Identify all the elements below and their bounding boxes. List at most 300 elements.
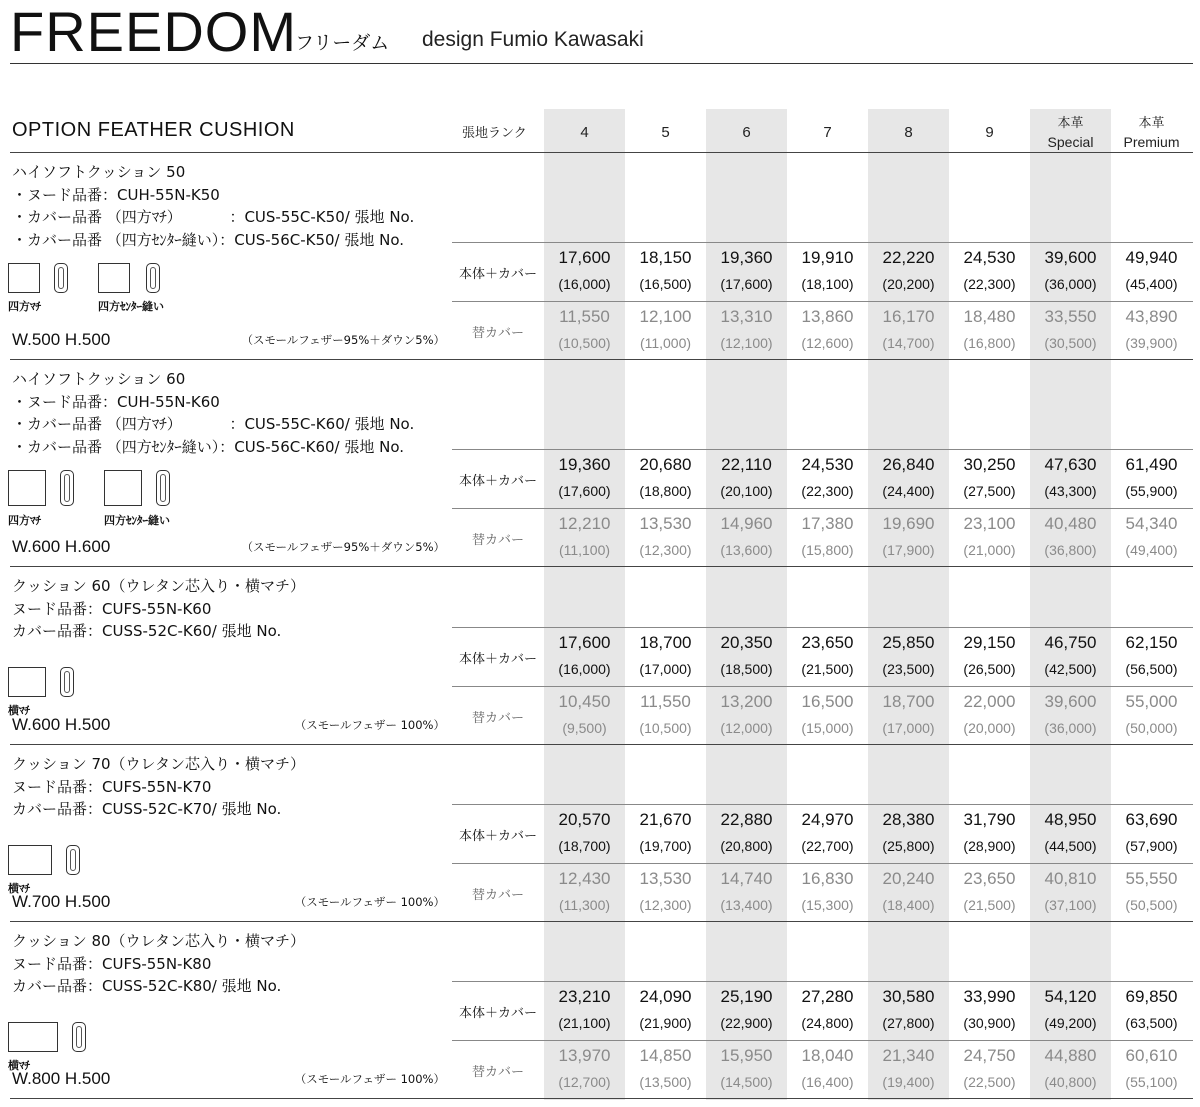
price-incl-tax: 23,650 <box>963 869 1016 888</box>
price-incl-tax: 39,600 <box>1044 248 1097 267</box>
price-excl-tax: (13,500) <box>639 1074 692 1090</box>
price-cell-cover <box>544 868 625 916</box>
price-cell-main <box>949 454 1030 502</box>
price-incl-tax: 61,490 <box>1125 455 1178 474</box>
price-cell-main <box>868 809 949 857</box>
price-incl-tax: 46,750 <box>1044 633 1097 652</box>
price-incl-tax: 39,600 <box>1044 692 1097 711</box>
product-dimensions: W.700 H.500 <box>12 892 111 911</box>
price-excl-tax: (18,800) <box>639 483 692 499</box>
price-excl-tax: (36,000) <box>1044 276 1097 292</box>
price-excl-tax: (16,000) <box>558 276 611 292</box>
column-header-premium <box>1111 114 1192 152</box>
price-cell-main <box>625 809 706 857</box>
price-incl-tax: 20,350 <box>720 633 773 652</box>
price-cell-main <box>1111 986 1192 1034</box>
price-excl-tax: (49,200) <box>1044 1015 1097 1031</box>
product-section <box>0 360 1200 567</box>
price-incl-tax: 23,100 <box>963 514 1016 533</box>
price-incl-tax: 16,830 <box>801 869 854 888</box>
cushion-front-shape <box>8 470 46 506</box>
price-excl-tax: (18,700) <box>558 838 611 854</box>
price-incl-tax: 54,120 <box>1044 987 1097 1006</box>
price-excl-tax: (12,000) <box>720 720 773 736</box>
price-excl-tax: (63,500) <box>1125 1015 1178 1031</box>
price-incl-tax: 69,850 <box>1125 987 1178 1006</box>
price-excl-tax: (22,500) <box>963 1074 1016 1090</box>
price-cell-cover <box>787 1045 868 1093</box>
price-incl-tax: 24,970 <box>801 810 854 829</box>
price-excl-tax: (21,500) <box>963 897 1016 913</box>
page-header <box>10 0 1193 64</box>
brand-title: FREEDOM <box>10 0 297 63</box>
product-dimensions: W.500 H.500 <box>12 330 111 349</box>
price-incl-tax: 16,170 <box>882 307 935 326</box>
price-excl-tax: (12,300) <box>639 542 692 558</box>
price-excl-tax: (45,400) <box>1125 276 1178 292</box>
price-incl-tax: 30,580 <box>882 987 935 1006</box>
cushion-front-shape <box>8 845 52 875</box>
cushion-shape-label: 横ﾏﾁ <box>8 704 30 717</box>
price-excl-tax: (18,400) <box>882 897 935 913</box>
price-cell-main <box>1030 247 1111 295</box>
price-incl-tax: 49,940 <box>1125 248 1178 267</box>
price-excl-tax: (11,000) <box>639 335 692 351</box>
price-incl-tax: 24,090 <box>639 987 692 1006</box>
price-cell-main <box>1030 454 1111 502</box>
price-cell-main <box>949 632 1030 680</box>
price-cell-main <box>868 454 949 502</box>
row-label-cover: 替カバー <box>471 533 524 548</box>
price-excl-tax: (17,600) <box>558 483 611 499</box>
price-excl-tax: (19,400) <box>882 1074 935 1090</box>
row-divider <box>452 449 1193 450</box>
price-incl-tax: 44,880 <box>1044 1046 1097 1065</box>
product-info <box>12 753 452 821</box>
price-excl-tax: (27,800) <box>882 1015 935 1031</box>
product-code-line: カバー品番：CUSS-52C-K70/ 張地 No. <box>12 800 282 818</box>
price-cell-main <box>868 986 949 1034</box>
price-incl-tax: 12,430 <box>558 869 611 888</box>
price-cell-cover <box>868 306 949 354</box>
row-divider <box>452 301 1193 302</box>
price-excl-tax: (11,100) <box>558 542 611 558</box>
price-incl-tax: 19,690 <box>882 514 935 533</box>
price-incl-tax: 21,340 <box>882 1046 935 1065</box>
column-header-5: 5 <box>661 124 670 141</box>
price-cell-cover <box>1030 513 1111 561</box>
product-code-line: カバー品番：CUSS-52C-K60/ 張地 No. <box>12 622 282 640</box>
price-incl-tax: 25,850 <box>882 633 935 652</box>
product-name: クッション 70（ウレタン芯入り・横マチ） <box>12 755 305 773</box>
cushion-diagram <box>8 263 408 323</box>
price-cell-main <box>544 247 625 295</box>
price-cell-cover <box>868 513 949 561</box>
price-incl-tax: 55,000 <box>1125 692 1178 711</box>
price-incl-tax: 18,480 <box>963 307 1016 326</box>
price-incl-tax: 43,890 <box>1125 307 1178 326</box>
price-cell-main <box>1111 632 1192 680</box>
product-name: ハイソフトクッション 50 <box>12 163 186 181</box>
price-excl-tax: (15,000) <box>801 720 854 736</box>
price-cell-cover <box>949 513 1030 561</box>
product-dimensions: W.600 H.500 <box>12 715 111 734</box>
price-incl-tax: 18,040 <box>801 1046 854 1065</box>
price-excl-tax: (9,500) <box>562 720 607 736</box>
price-cell-main <box>706 809 787 857</box>
section-title: OPTION FEATHER CUSHION <box>12 119 295 141</box>
price-cell-cover <box>1030 868 1111 916</box>
price-excl-tax: (22,300) <box>963 276 1016 292</box>
price-cell-cover <box>625 306 706 354</box>
price-excl-tax: (24,800) <box>801 1015 854 1031</box>
price-incl-tax: 54,340 <box>1125 514 1178 533</box>
price-cell-cover <box>949 1045 1030 1093</box>
price-excl-tax: (17,000) <box>639 661 692 677</box>
price-cell-main <box>544 809 625 857</box>
price-excl-tax: (23,500) <box>882 661 935 677</box>
price-cell-main <box>625 986 706 1034</box>
cushion-front-shape <box>98 263 130 293</box>
price-excl-tax: (42,500) <box>1044 661 1097 677</box>
price-cell-main <box>949 247 1030 295</box>
price-incl-tax: 18,700 <box>882 692 935 711</box>
price-excl-tax: (21,100) <box>558 1015 611 1031</box>
price-incl-tax: 29,150 <box>963 633 1016 652</box>
price-cell-cover <box>868 1045 949 1093</box>
product-section <box>0 745 1200 922</box>
product-section <box>0 567 1200 745</box>
price-excl-tax: (39,900) <box>1125 335 1178 351</box>
price-incl-tax: 24,530 <box>801 455 854 474</box>
price-excl-tax: (12,300) <box>639 897 692 913</box>
price-incl-tax: 14,850 <box>639 1046 692 1065</box>
price-cell-main <box>1030 809 1111 857</box>
price-incl-tax: 33,550 <box>1044 307 1097 326</box>
price-cell-cover <box>625 868 706 916</box>
price-excl-tax: (40,800) <box>1044 1074 1097 1090</box>
price-cell-cover <box>1111 513 1192 561</box>
price-incl-tax: 20,570 <box>558 810 611 829</box>
price-incl-tax: 12,100 <box>639 307 692 326</box>
cushion-shape-label: 四方ｾﾝﾀｰ縫い <box>98 300 164 313</box>
row-label-cover: 替カバー <box>471 326 524 341</box>
price-cell-cover <box>868 691 949 739</box>
row-label-cover: 替カバー <box>471 711 524 726</box>
price-cell-cover <box>1030 1045 1111 1093</box>
price-cell-cover <box>787 306 868 354</box>
price-cell-main <box>625 632 706 680</box>
price-cell-main <box>1111 454 1192 502</box>
price-incl-tax: 20,680 <box>639 455 692 474</box>
product-name: クッション 80（ウレタン芯入り・横マチ） <box>12 932 305 950</box>
price-cell-cover <box>706 306 787 354</box>
price-excl-tax: (19,700) <box>639 838 692 854</box>
price-incl-tax: 13,530 <box>639 514 692 533</box>
price-incl-tax: 24,530 <box>963 248 1016 267</box>
price-excl-tax: (28,900) <box>963 838 1016 854</box>
filling-spec: （スモールフェザー95%＋ダウン5%） <box>241 540 445 554</box>
price-cell-cover <box>1030 691 1111 739</box>
cushion-side-shape <box>66 845 80 875</box>
price-cell-cover <box>706 1045 787 1093</box>
price-incl-tax: 20,240 <box>882 869 935 888</box>
cushion-shape-label: 四方ﾏﾁ <box>8 300 41 313</box>
product-code-line: ・ヌード品番：CUH-55N-K60 <box>12 392 220 411</box>
price-incl-tax: 55,550 <box>1125 869 1178 888</box>
price-excl-tax: (20,200) <box>882 276 935 292</box>
product-info <box>12 368 452 458</box>
price-incl-tax: 48,950 <box>1044 810 1097 829</box>
row-divider <box>452 686 1193 687</box>
price-incl-tax: 47,630 <box>1044 455 1097 474</box>
row-divider <box>452 508 1193 509</box>
price-incl-tax: 14,960 <box>720 514 773 533</box>
product-info <box>12 161 452 251</box>
price-incl-tax: 19,910 <box>801 248 854 267</box>
price-incl-tax: 13,200 <box>720 692 773 711</box>
section-divider <box>10 1098 1193 1099</box>
column-header-6: 6 <box>742 124 751 141</box>
price-cell-main <box>544 632 625 680</box>
price-incl-tax: 18,150 <box>639 248 692 267</box>
row-divider <box>452 981 1193 982</box>
price-cell-main <box>706 247 787 295</box>
price-incl-tax: 31,790 <box>963 810 1016 829</box>
price-cell-cover <box>787 691 868 739</box>
cushion-diagram <box>8 470 408 530</box>
row-divider <box>452 863 1193 864</box>
price-incl-tax: 13,310 <box>720 307 773 326</box>
price-excl-tax: (27,500) <box>963 483 1016 499</box>
row-divider <box>452 242 1193 243</box>
price-cell-main <box>787 454 868 502</box>
price-incl-tax: 22,110 <box>721 455 772 474</box>
price-cell-cover <box>544 1045 625 1093</box>
price-incl-tax: 17,600 <box>558 633 611 652</box>
price-excl-tax: (12,100) <box>720 335 773 351</box>
price-excl-tax: (16,400) <box>801 1074 854 1090</box>
cushion-side-shape <box>60 470 74 506</box>
price-excl-tax: (22,900) <box>720 1015 773 1031</box>
price-cell-cover <box>868 868 949 916</box>
row-divider <box>452 627 1193 628</box>
price-excl-tax: (21,000) <box>963 542 1016 558</box>
price-cell-cover <box>1111 1045 1192 1093</box>
price-cell-cover <box>706 691 787 739</box>
price-excl-tax: (15,300) <box>801 897 854 913</box>
price-excl-tax: (25,800) <box>882 838 935 854</box>
price-incl-tax: 40,810 <box>1044 869 1097 888</box>
price-cell-main <box>787 986 868 1034</box>
price-incl-tax: 10,450 <box>558 692 611 711</box>
designer-credit: design Fumio Kawasaki <box>422 28 644 51</box>
column-header-7: 7 <box>823 124 832 141</box>
price-cell-cover <box>1111 868 1192 916</box>
filling-spec: （スモールフェザー 100%） <box>294 718 445 732</box>
price-excl-tax: (13,400) <box>720 897 773 913</box>
price-excl-tax: (21,500) <box>801 661 854 677</box>
cushion-shape-label: 四方ﾏﾁ <box>8 514 41 527</box>
price-cell-main <box>625 247 706 295</box>
price-excl-tax: (43,300) <box>1044 483 1097 499</box>
column-header-premium-sub: Premium <box>1123 134 1180 150</box>
price-incl-tax: 33,990 <box>963 987 1016 1006</box>
cushion-shape-label: 四方ｾﾝﾀｰ縫い <box>104 514 170 527</box>
price-excl-tax: (18,100) <box>801 276 854 292</box>
price-incl-tax: 23,650 <box>801 633 854 652</box>
price-excl-tax: (55,100) <box>1125 1074 1178 1090</box>
product-name: クッション 60（ウレタン芯入り・横マチ） <box>12 577 305 595</box>
price-excl-tax: (17,600) <box>720 276 773 292</box>
price-cell-main <box>1111 809 1192 857</box>
price-excl-tax: (55,900) <box>1125 483 1178 499</box>
row-label-cover: 替カバー <box>471 1065 524 1080</box>
price-excl-tax: (16,500) <box>639 276 692 292</box>
product-code-line: カバー品番：CUSS-52C-K80/ 張地 No. <box>12 977 282 995</box>
product-dimensions: W.600 H.600 <box>12 537 111 556</box>
price-cell-main <box>787 809 868 857</box>
price-incl-tax: 24,750 <box>963 1046 1016 1065</box>
price-incl-tax: 28,380 <box>882 810 935 829</box>
column-header-special-label: 本革 <box>1057 116 1084 131</box>
price-incl-tax: 22,220 <box>882 248 935 267</box>
price-cell-cover <box>1111 691 1192 739</box>
price-incl-tax: 14,740 <box>720 869 773 888</box>
price-excl-tax: (10,500) <box>558 335 611 351</box>
price-excl-tax: (30,500) <box>1044 335 1097 351</box>
price-incl-tax: 25,190 <box>720 987 773 1006</box>
row-label-main: 本体＋カバー <box>458 267 537 282</box>
price-excl-tax: (15,800) <box>801 542 854 558</box>
column-header-premium-label: 本革 <box>1138 116 1165 131</box>
price-incl-tax: 19,360 <box>558 455 611 474</box>
price-excl-tax: (17,000) <box>882 720 935 736</box>
price-cell-main <box>949 986 1030 1034</box>
price-incl-tax: 17,600 <box>558 248 611 267</box>
price-incl-tax: 19,360 <box>720 248 773 267</box>
price-cell-cover <box>787 868 868 916</box>
price-incl-tax: 30,250 <box>963 455 1016 474</box>
row-label-main: 本体＋カバー <box>458 474 537 489</box>
price-cell-main <box>787 632 868 680</box>
price-incl-tax: 13,860 <box>801 307 854 326</box>
price-cell-cover <box>949 306 1030 354</box>
product-code-line: ヌード品番：CUFS-55N-K80 <box>12 954 212 973</box>
price-cell-main <box>868 632 949 680</box>
price-excl-tax: (21,900) <box>639 1015 692 1031</box>
price-incl-tax: 13,970 <box>558 1046 611 1065</box>
price-excl-tax: (20,800) <box>720 838 773 854</box>
row-divider <box>452 1040 1193 1041</box>
price-cell-cover <box>1030 306 1111 354</box>
price-excl-tax: (14,700) <box>882 335 935 351</box>
row-label-main: 本体＋カバー <box>458 829 537 844</box>
price-incl-tax: 23,210 <box>558 987 611 1006</box>
price-excl-tax: (50,000) <box>1125 720 1178 736</box>
price-incl-tax: 27,280 <box>801 987 854 1006</box>
price-cell-cover <box>706 513 787 561</box>
brand-kana: フリーダム <box>295 32 390 54</box>
price-incl-tax: 21,670 <box>639 810 692 829</box>
price-excl-tax: (20,000) <box>963 720 1016 736</box>
price-cell-main <box>625 454 706 502</box>
price-cell-main <box>949 809 1030 857</box>
cushion-shape-label: 横ﾏﾁ <box>8 882 30 895</box>
cushion-side-shape <box>60 667 74 697</box>
price-cell-cover <box>949 868 1030 916</box>
price-incl-tax: 40,480 <box>1044 514 1097 533</box>
price-excl-tax: (16,800) <box>963 335 1016 351</box>
price-incl-tax: 13,530 <box>639 869 692 888</box>
column-header-special-sub: Special <box>1047 134 1094 150</box>
row-label-cover: 替カバー <box>471 888 524 903</box>
price-excl-tax: (14,500) <box>720 1074 773 1090</box>
price-cell-cover <box>544 691 625 739</box>
price-excl-tax: (10,500) <box>639 720 692 736</box>
filling-spec: （スモールフェザー95%＋ダウン5%） <box>241 333 445 347</box>
product-code-line: ・ヌード品番：CUH-55N-K50 <box>12 185 220 204</box>
product-code-line: ヌード品番：CUFS-55N-K70 <box>12 777 212 796</box>
product-code-line: ・カバー品番 （四方ﾏﾁ） ：CUS-55C-K50/ 張地 No. <box>12 208 415 226</box>
price-excl-tax: (22,300) <box>801 483 854 499</box>
price-cell-main <box>1030 986 1111 1034</box>
cushion-side-shape <box>146 263 160 293</box>
cushion-side-shape <box>54 263 68 293</box>
cushion-front-shape <box>8 263 40 293</box>
product-code-line: ・カバー品番 （四方ｾﾝﾀｰ縫い）：CUS-56C-K60/ 張地 No. <box>12 437 405 456</box>
price-excl-tax: (13,600) <box>720 542 773 558</box>
product-name: ハイソフトクッション 60 <box>12 370 186 388</box>
price-cell-main <box>787 247 868 295</box>
price-excl-tax: (18,500) <box>720 661 773 677</box>
price-excl-tax: (30,900) <box>963 1015 1016 1031</box>
price-cell-main <box>544 986 625 1034</box>
product-info <box>12 930 452 998</box>
cushion-front-shape <box>8 1022 58 1052</box>
price-excl-tax: (50,500) <box>1125 897 1178 913</box>
product-dimensions: W.800 H.500 <box>12 1069 111 1088</box>
price-cell-cover <box>544 513 625 561</box>
price-excl-tax: (56,500) <box>1125 661 1178 677</box>
price-cell-cover <box>625 513 706 561</box>
price-cell-cover <box>787 513 868 561</box>
price-excl-tax: (57,900) <box>1125 838 1178 854</box>
filling-spec: （スモールフェザー 100%） <box>294 895 445 909</box>
price-excl-tax: (12,700) <box>558 1074 611 1090</box>
price-cell-main <box>706 632 787 680</box>
cushion-shape-label: 横ﾏﾁ <box>8 1059 30 1072</box>
price-incl-tax: 16,500 <box>801 692 854 711</box>
price-excl-tax: (24,400) <box>882 483 935 499</box>
price-incl-tax: 63,690 <box>1125 810 1178 829</box>
price-cell-cover <box>706 868 787 916</box>
filling-spec: （スモールフェザー 100%） <box>294 1072 445 1086</box>
product-code-line: ・カバー品番 （四方ｾﾝﾀｰ縫い）：CUS-56C-K50/ 張地 No. <box>12 230 405 249</box>
column-header-9: 9 <box>985 124 994 141</box>
price-cell-main <box>706 454 787 502</box>
price-incl-tax: 22,000 <box>963 692 1016 711</box>
price-excl-tax: (44,500) <box>1044 838 1097 854</box>
price-excl-tax: (22,700) <box>801 838 854 854</box>
row-divider <box>452 804 1193 805</box>
price-incl-tax: 60,610 <box>1125 1046 1178 1065</box>
price-excl-tax: (12,600) <box>801 335 854 351</box>
price-cell-cover <box>544 306 625 354</box>
product-code-line: ・カバー品番 （四方ﾏﾁ） ：CUS-55C-K60/ 張地 No. <box>12 415 415 433</box>
column-header-special <box>1030 114 1111 152</box>
product-info <box>12 575 452 643</box>
